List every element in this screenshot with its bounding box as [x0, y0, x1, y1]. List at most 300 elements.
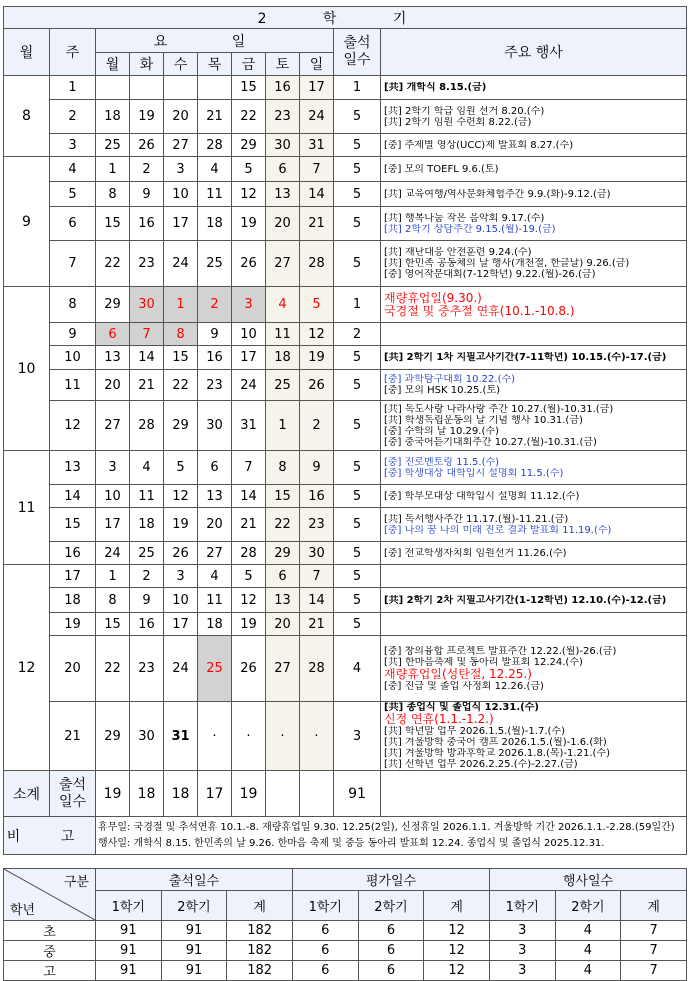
summary-value: 6 [292, 961, 358, 981]
event-item: [共] 학생독립운동의 날 기념 행사 10.31.(금) [384, 414, 583, 426]
summary-group-header: 행사일수 [489, 869, 686, 891]
attendance-days: 5 [334, 157, 381, 182]
day-cell: 22 [96, 241, 130, 287]
day-cell: 15 [96, 613, 130, 636]
week-number: 8 [50, 287, 96, 323]
day-cell: 29 [232, 134, 266, 157]
day-cell: 28 [300, 241, 334, 287]
day-cell: 24 [300, 100, 334, 134]
event-item: [共] 2학기 임원 수련회 8.22.(금) [384, 116, 532, 128]
day-cell: 26 [164, 542, 198, 565]
day-cell: 25 [198, 636, 232, 702]
day-cell: 2 [300, 401, 334, 451]
day-cell: 21 [300, 613, 334, 636]
day-cell: 17 [164, 207, 198, 241]
day-cell: 26 [300, 370, 334, 401]
day-cell: 18 [130, 508, 164, 542]
events-cell [381, 565, 687, 588]
day-cell: 2 [198, 287, 232, 323]
subtotal-value [300, 771, 334, 817]
attendance-days: 5 [334, 134, 381, 157]
attendance-days: 5 [334, 508, 381, 542]
week-number: 19 [50, 613, 96, 636]
day-cell: 11 [130, 485, 164, 508]
summary-value: 6 [358, 961, 424, 981]
event-item: [共] 개학식 8.15.(금) [384, 82, 487, 93]
summary-value: 4 [555, 961, 621, 981]
day-cell: 1 [266, 401, 300, 451]
summary-value: 6 [358, 921, 424, 941]
day-cell: 19 [164, 508, 198, 542]
summary-subheader: 1학기 [96, 891, 162, 921]
day-cell: 30 [300, 542, 334, 565]
event-item: [共] 겨울방학 중국어 캠프 2026.1.5.(월)-1.6.(화) [384, 737, 607, 748]
week-number: 3 [50, 134, 96, 157]
event-item: 재량휴업일(9.30.) [384, 291, 482, 305]
attendance-days: 1 [334, 76, 381, 100]
subtotal-value: 19 [232, 771, 266, 817]
events-cell [381, 241, 687, 287]
day-cell: 18 [266, 346, 300, 370]
event-item: [중] 진로멘토링 11.5.(수) [384, 456, 500, 468]
events-cell [381, 613, 687, 636]
summary-value: 3 [489, 961, 555, 981]
summary-subheader: 1학기 [489, 891, 555, 921]
day-cell: 5 [232, 157, 266, 182]
day-header: 일 [300, 53, 334, 76]
day-cell: 16 [300, 485, 334, 508]
summary-value: 7 [621, 941, 687, 961]
event-item: [중] 중국어듣기대회주간 10.27.(월)-10.31.(금) [384, 436, 597, 448]
day-header: 월 [96, 53, 130, 76]
day-cell: 23 [266, 100, 300, 134]
events-cell [381, 182, 687, 207]
day-cell: 1 [96, 565, 130, 588]
week-number: 21 [50, 702, 96, 771]
events-cell [381, 485, 687, 508]
month-label: 8 [4, 76, 50, 157]
day-cell: 9 [198, 323, 232, 346]
summary-subheader: 2학기 [555, 891, 621, 921]
events-header: 주요 행사 [381, 29, 687, 76]
day-header: 토 [266, 53, 300, 76]
attendance-days: 5 [334, 542, 381, 565]
day-cell: 21 [300, 207, 334, 241]
week-number: 17 [50, 565, 96, 588]
summary-subheader: 계 [227, 891, 293, 921]
day-cell: 8 [96, 182, 130, 207]
event-item: 신정 연휴(1.1.-1.2.) [384, 713, 494, 726]
day-cell: 30 [198, 401, 232, 451]
summary-row-label: 중 [4, 941, 96, 961]
day-cell: 4 [198, 565, 232, 588]
event-item: [共] 2학기 상담주간 9.15.(월)-19.(금) [384, 223, 556, 235]
events-cell [381, 157, 687, 182]
day-cell: 25 [266, 370, 300, 401]
attendance-days: 5 [334, 182, 381, 207]
events-cell [381, 542, 687, 565]
day-cell: 27 [266, 636, 300, 702]
day-cell: 11 [266, 323, 300, 346]
event-item: [共] 한마음축제 및 동아리 발표회 12.24.(수) [384, 656, 583, 668]
day-cell: 26 [130, 134, 164, 157]
event-item: [共] 재난대응 안전훈련 9.24.(수) [384, 247, 532, 258]
week-number: 2 [50, 100, 96, 134]
day-cell: 5 [300, 287, 334, 323]
summary-subheader: 계 [621, 891, 687, 921]
summary-value: 7 [621, 961, 687, 981]
day-cell: 16 [130, 613, 164, 636]
day-cell: 25 [96, 134, 130, 157]
day-cell: · [300, 702, 334, 771]
day-cell: 10 [164, 588, 198, 613]
attendance-days: 5 [334, 401, 381, 451]
day-cell: 26 [232, 241, 266, 287]
note-label: 비 고 [4, 817, 96, 855]
day-cell: 18 [96, 100, 130, 134]
day-cell: 20 [198, 508, 232, 542]
events-cell [381, 702, 687, 771]
week-number: 9 [50, 323, 96, 346]
day-cell: 17 [164, 613, 198, 636]
month-header: 월 [4, 29, 50, 76]
week-number: 16 [50, 542, 96, 565]
day-cell: 12 [300, 323, 334, 346]
attendance-days: 1 [334, 287, 381, 323]
month-label: 10 [4, 287, 50, 451]
summary-value: 182 [227, 921, 293, 941]
day-cell: 4 [198, 157, 232, 182]
day-cell: 9 [130, 182, 164, 207]
event-item: [共] 독서행사주간 11.17.(월)-11.21.(금) [384, 513, 569, 525]
day-cell: 22 [164, 370, 198, 401]
day-cell [198, 76, 232, 100]
event-item: [중] 창의융합 프로젝트 발표주간 12.22.(월)-26.(금) [384, 645, 617, 657]
day-cell: 17 [96, 508, 130, 542]
day-cell: 2 [130, 157, 164, 182]
attendance-days: 5 [334, 100, 381, 134]
event-item: [共] 독도사랑 나라사랑 주간 10.27.(월)-10.31.(금) [384, 403, 614, 415]
events-cell [381, 207, 687, 241]
day-cell: 19 [130, 100, 164, 134]
day-cell: 27 [164, 134, 198, 157]
days-summary-table [3, 868, 687, 981]
day-cell: 9 [130, 588, 164, 613]
day-cell: 15 [266, 485, 300, 508]
day-cell: 29 [96, 287, 130, 323]
summary-value: 91 [161, 941, 227, 961]
day-cell: 21 [130, 370, 164, 401]
subtotal-label: 소계 [4, 771, 50, 817]
month-label: 12 [4, 565, 50, 771]
summary-value: 3 [489, 921, 555, 941]
day-cell: 4 [130, 451, 164, 485]
day-cell: 23 [130, 636, 164, 702]
semester-title: 2 학 기 [4, 7, 687, 29]
day-header: 화 [130, 53, 164, 76]
subtotal-empty [381, 771, 687, 817]
summary-value: 3 [489, 941, 555, 961]
event-item: [중] 모의 TOEFL 9.6.(토) [384, 163, 499, 175]
day-cell: 13 [96, 346, 130, 370]
day-cell: 18 [198, 613, 232, 636]
events-cell [381, 76, 687, 100]
day-cell: · [266, 702, 300, 771]
summary-corner [4, 869, 96, 921]
day-cell: 31 [300, 134, 334, 157]
attendance-days: 5 [334, 207, 381, 241]
event-item: [중] 진급 및 졸업 사정회 12.26.(금) [384, 680, 544, 692]
month-label: 9 [4, 157, 50, 287]
day-cell: 4 [266, 287, 300, 323]
day-cell: 12 [164, 485, 198, 508]
day-cell: 6 [266, 565, 300, 588]
event-item: [共] 2학기 학급 임원 선거 8.20.(수) [384, 105, 545, 117]
events-cell [381, 636, 687, 702]
day-cell: 23 [130, 241, 164, 287]
day-cell: 16 [266, 76, 300, 100]
day-cell: 31 [232, 401, 266, 451]
day-cell: 28 [232, 542, 266, 565]
day-cell [130, 76, 164, 100]
day-cell: 28 [198, 134, 232, 157]
day-cell: 17 [232, 346, 266, 370]
day-cell: 15 [96, 207, 130, 241]
attendance-days: 5 [334, 451, 381, 485]
day-cell: 19 [232, 613, 266, 636]
day-cell: 11 [198, 588, 232, 613]
events-cell [381, 401, 687, 451]
subtotal-attendance: 91 [334, 771, 381, 817]
event-item: 재량휴업일(성탄절, 12.25.) [384, 667, 532, 681]
summary-row-label: 초 [4, 921, 96, 941]
day-cell: 24 [164, 636, 198, 702]
event-item: [共] 학년말 업무 2026.1.5.(월)-1.7.(수) [384, 726, 565, 737]
subtotal-value: 18 [164, 771, 198, 817]
summary-value: 6 [358, 941, 424, 961]
summary-group-header: 평가일수 [292, 869, 489, 891]
event-item: [중] 학부모대상 대학입시 설명회 11.12.(수) [384, 490, 580, 502]
day-cell [96, 76, 130, 100]
note-line-holidays: 휴무일: 국경절 및 추석연휴 10.1.-8. 재량휴업일 9.30. 12.25(2일), 신정휴일 2026.1.1. 겨울방학 기간 2026.1.1.-2.28.(59일간) [98, 821, 675, 833]
week-number: 20 [50, 636, 96, 702]
day-header: 목 [198, 53, 232, 76]
day-cell: 13 [266, 588, 300, 613]
subtotal-value [266, 771, 300, 817]
event-item: [중] 학생대상 대학입시 설명회 11.5.(수) [384, 467, 564, 479]
week-number: 10 [50, 346, 96, 370]
summary-value: 91 [161, 961, 227, 981]
day-cell: 27 [198, 542, 232, 565]
day-cell: 21 [232, 508, 266, 542]
summary-subheader: 2학기 [161, 891, 227, 921]
event-item: [共] 한민족 공동체의 날 행사(개천절, 한글날) 9.26.(금) [384, 258, 630, 269]
summary-value: 12 [424, 921, 490, 941]
day-cell: 20 [266, 613, 300, 636]
day-cell: 12 [232, 182, 266, 207]
day-cell: 28 [130, 401, 164, 451]
summary-value: 6 [292, 941, 358, 961]
day-cell: 5 [164, 451, 198, 485]
day-header: 금 [232, 53, 266, 76]
day-cell: 30 [266, 134, 300, 157]
attendance-days: 5 [334, 346, 381, 370]
day-cell: 21 [198, 100, 232, 134]
note-line-events: 행사일: 개학식 8.15. 한민족의 날 9.26. 한마음 축제 및 중등 동아리 발표회 12.24. 종업식 및 졸업식 2025.12.31. [98, 837, 605, 849]
day-cell: 18 [198, 207, 232, 241]
days-group-header: 요 일 [96, 29, 334, 53]
attendance-days: 2 [334, 323, 381, 346]
day-cell: 20 [96, 370, 130, 401]
day-cell: 29 [164, 401, 198, 451]
day-cell: 6 [96, 323, 130, 346]
summary-corner-top: 구분 [63, 875, 89, 890]
summary-subheader: 계 [424, 891, 490, 921]
summary-value: 6 [292, 921, 358, 941]
week-header: 주 [50, 29, 96, 76]
week-number: 15 [50, 508, 96, 542]
week-number: 7 [50, 241, 96, 287]
day-cell: 20 [266, 207, 300, 241]
events-cell [381, 451, 687, 485]
day-cell: 25 [130, 542, 164, 565]
event-item: [共] 2학기 1차 지필고사기간(7-11학년) 10.15.(수)-17.(금) [384, 352, 667, 363]
day-cell: 16 [130, 207, 164, 241]
day-cell: 6 [198, 451, 232, 485]
day-cell: 13 [198, 485, 232, 508]
day-cell: 30 [130, 287, 164, 323]
summary-row-label: 고 [4, 961, 96, 981]
summary-group-header: 출석일수 [96, 869, 293, 891]
day-cell: 14 [300, 182, 334, 207]
event-item: [共] 신학년 업무 2026.2.25.(수)-2.27.(금) [384, 759, 578, 770]
week-number: 13 [50, 451, 96, 485]
attendance-days: 5 [334, 241, 381, 287]
week-number: 12 [50, 401, 96, 451]
day-cell: 31 [164, 702, 198, 771]
subtotal-value: 19 [96, 771, 130, 817]
event-item: [共] 2학기 2차 지필고사기간(1-12학년) 12.10.(수)-12.(금) [384, 594, 667, 606]
event-item: [共] 행복나눔 작은 음악회 9.17.(수) [384, 212, 545, 224]
summary-subheader: 2학기 [358, 891, 424, 921]
event-item: [중] 전교학생자치회 임원선거 11.26.(수) [384, 547, 567, 559]
summary-value: 12 [424, 961, 490, 981]
event-item: [중] 영어작문대회(7-12학년) 9.22.(월)-26.(금) [384, 269, 596, 280]
event-item: [중] 모의 HSK 10.25.(토) [384, 385, 501, 396]
attendance-days: 5 [334, 370, 381, 401]
day-cell: 27 [266, 241, 300, 287]
week-number: 18 [50, 588, 96, 613]
attendance-header: 출석 일수 [334, 29, 381, 76]
day-cell: 12 [232, 588, 266, 613]
day-cell: 1 [96, 157, 130, 182]
events-cell [381, 588, 687, 613]
day-cell: 9 [300, 451, 334, 485]
week-number: 14 [50, 485, 96, 508]
summary-value: 182 [227, 961, 293, 981]
summary-value: 12 [424, 941, 490, 961]
summary-subheader: 1학기 [292, 891, 358, 921]
summary-value: 4 [555, 941, 621, 961]
event-item: [共] 종업식 및 졸업식 12.31.(수) [384, 702, 539, 713]
day-cell: 11 [198, 182, 232, 207]
attendance-days: 5 [334, 588, 381, 613]
day-cell: 10 [96, 485, 130, 508]
event-item: [중] 나의 꿈 나의 미래 진로 결과 발표회 11.19.(수) [384, 524, 612, 536]
day-cell: 3 [164, 157, 198, 182]
day-cell: 13 [266, 182, 300, 207]
day-cell: 3 [164, 565, 198, 588]
day-cell: 8 [266, 451, 300, 485]
day-cell: 7 [232, 451, 266, 485]
event-item: 국경절 및 중추절 연휴(10.1.-10.8.) [384, 304, 575, 318]
day-cell: 2 [130, 565, 164, 588]
attendance-days: 5 [334, 613, 381, 636]
day-cell: 7 [300, 565, 334, 588]
summary-value: 4 [555, 921, 621, 941]
subtotal-value: 17 [198, 771, 232, 817]
week-number: 4 [50, 157, 96, 182]
day-cell: 25 [198, 241, 232, 287]
month-label: 11 [4, 451, 50, 565]
note-content [96, 817, 687, 855]
day-cell: 1 [164, 287, 198, 323]
attendance-days: 5 [334, 485, 381, 508]
events-cell [381, 100, 687, 134]
events-cell [381, 323, 687, 346]
event-item: [共] 교육여행/역사문화체험주간 9.9.(화)-9.12.(금) [384, 188, 611, 200]
day-cell: 23 [198, 370, 232, 401]
day-cell [164, 76, 198, 100]
summary-corner-bottom: 학년 [10, 903, 36, 918]
events-cell [381, 287, 687, 323]
summary-value: 91 [96, 941, 162, 961]
day-cell: 14 [232, 485, 266, 508]
day-cell: 22 [266, 508, 300, 542]
day-cell: 20 [164, 100, 198, 134]
summary-value: 91 [96, 921, 162, 941]
week-number: 11 [50, 370, 96, 401]
day-cell: 26 [232, 636, 266, 702]
day-header: 수 [164, 53, 198, 76]
event-item: [중] 수학의 날 10.29.(수) [384, 425, 499, 437]
day-cell: 10 [164, 182, 198, 207]
day-cell: 22 [232, 100, 266, 134]
attendance-days: 4 [334, 636, 381, 702]
day-cell: 5 [232, 565, 266, 588]
subtotal-sublabel: 출석 일수 [50, 771, 96, 817]
events-cell [381, 508, 687, 542]
day-cell: 16 [198, 346, 232, 370]
day-cell: · [232, 702, 266, 771]
day-cell: 19 [300, 346, 334, 370]
day-cell: 6 [266, 157, 300, 182]
day-cell: 14 [130, 346, 164, 370]
semester-calendar-table [3, 6, 687, 855]
day-cell: 30 [130, 702, 164, 771]
day-cell: 3 [232, 287, 266, 323]
day-cell: 3 [96, 451, 130, 485]
day-cell: 29 [266, 542, 300, 565]
attendance-days: 5 [334, 565, 381, 588]
subtotal-value: 18 [130, 771, 164, 817]
day-cell: 8 [96, 588, 130, 613]
day-cell: 14 [300, 588, 334, 613]
day-cell: 17 [300, 76, 334, 100]
events-cell [381, 134, 687, 157]
events-cell [381, 346, 687, 370]
day-cell: 10 [232, 323, 266, 346]
